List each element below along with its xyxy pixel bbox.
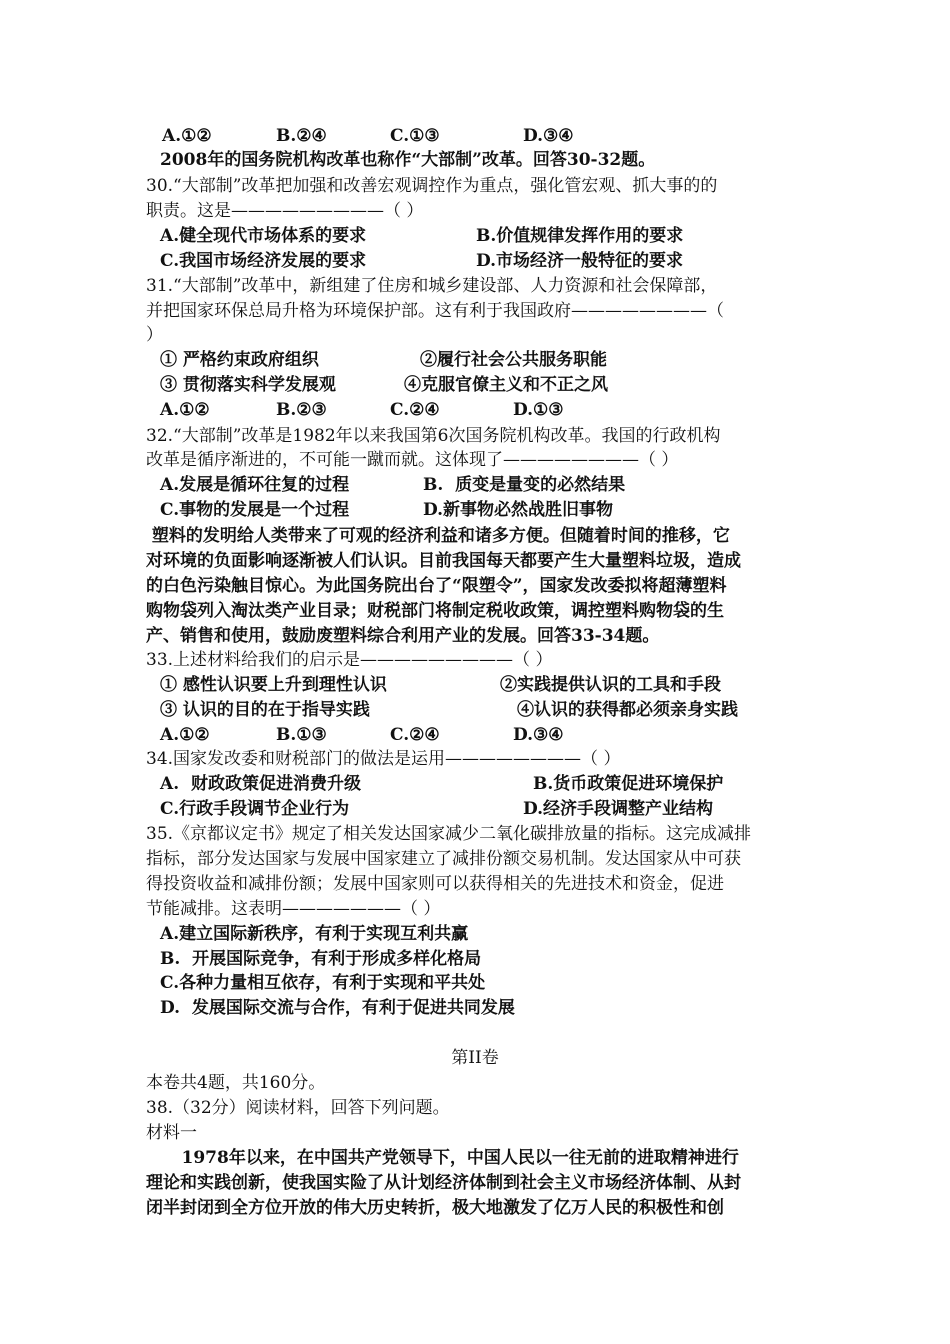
q34-option-c: C.行政手段调节企业行为 — [160, 799, 350, 819]
q33-item-1: ① 感性认识要上升到理性认识 — [160, 675, 387, 695]
q34-option-d: D.经济手段调整产业结构 — [523, 799, 714, 819]
q35-option-d: D. 发展国际交流与合作，有利于促进共同发展 — [160, 998, 515, 1018]
q33-option-d: D.③④ — [513, 725, 564, 745]
q35-stem-line3: 得投资收益和减排份额；发展中国家则可以获得相关的先进技术和资金，促进 — [146, 874, 724, 894]
q32-option-d: D.新事物必然战胜旧事物 — [423, 500, 614, 520]
q35-option-c: C.各种力量相互依存，有利于实现和平共处 — [160, 973, 486, 993]
part2-description: 本卷共4题，共160分。 — [146, 1073, 326, 1093]
q31-stem-line2: 并把国家环保总局升格为环境保护部。这有利于我国政府————————（ — [146, 301, 724, 321]
q29-option-b: B.②④ — [276, 126, 327, 146]
q35-stem-line4: 节能减排。这表明———————（ ） — [146, 899, 441, 919]
material-33-34-line1: 塑料的发明给人类带来了可观的经济利益和诸多方便。但随着时间的推移，它 — [146, 526, 730, 546]
q30-option-d: D.市场经济一般特征的要求 — [476, 251, 684, 271]
q29-option-a: A.①② — [162, 126, 212, 146]
q35-stem-line1: 35.《京都议定书》规定了相关发达国家减少二氧化碳排放量的指标。这完成减排 — [146, 824, 752, 844]
q30-stem-line2: 职责。这是—————————（ ） — [146, 201, 424, 221]
q32-option-c: C.事物的发展是一个过程 — [160, 500, 350, 520]
q31-item-1: ① 严格约束政府组织 — [160, 350, 319, 370]
q29-option-d: D.③④ — [523, 126, 574, 146]
q38-stem: 38.（32分）阅读材料，回答下列问题。 — [146, 1098, 450, 1118]
q30-option-b: B.价值规律发挥作用的要求 — [476, 226, 684, 246]
q31-item-3: ③ 贯彻落实科学发展观 — [160, 375, 336, 395]
material-33-34-line5: 产、销售和使用，鼓励废塑料综合利用产业的发展。回答33-34题。 — [146, 626, 660, 646]
q35-option-b: B. 开展国际竞争，有利于形成多样化格局 — [160, 949, 482, 969]
material-1-line1: 1978年以来，在中国共产党领导下，中国人民以一往无前的进取精神进行 — [146, 1148, 739, 1168]
q29-option-c: C.①③ — [390, 126, 440, 146]
q31-item-2: ②履行社会公共服务职能 — [420, 350, 607, 370]
q32-stem-line2: 改革是循序渐进的，不可能一蹴而就。这体现了————————（ ） — [146, 450, 679, 470]
part2-title: 第II卷 — [451, 1048, 499, 1068]
q31-stem-line3: ） — [146, 325, 163, 345]
material-33-34-line4: 购物袋列入淘汰类产业目录；财税部门将制定税收政策，调控塑料购物袋的生 — [146, 601, 724, 621]
material-33-34-line2: 对环境的负面影响逐渐被人们认识。目前我国每天都要产生大量塑料垃圾，造成 — [146, 551, 741, 571]
q31-option-a: A.①② — [160, 400, 210, 420]
q35-stem-line2: 指标，部分发达国家与发展中国家建立了减排份额交易机制。发达国家从中可获 — [146, 849, 741, 869]
q33-option-c: C.②④ — [390, 725, 440, 745]
material-1-line3: 闭半封闭到全方位开放的伟大历史转折，极大地激发了亿万人民的积极性和创 — [146, 1198, 724, 1218]
q34-stem: 34.国家发改委和财税部门的做法是运用————————（ ） — [146, 749, 621, 769]
material-1-line2: 理论和实践创新，使我国实险了从计划经济体制到社会主义市场经济体制、从封 — [146, 1173, 741, 1193]
q34-option-b: B.货币政策促进环境保护 — [533, 774, 724, 794]
q31-item-4: ④克服官僚主义和不正之风 — [404, 375, 608, 395]
material-33-34-line3: 的白色污染触目惊心。为此国务院出台了“限塑令”，国家发改委拟将超薄塑料 — [146, 576, 727, 596]
q32-option-a: A.发展是循环往复的过程 — [160, 475, 350, 495]
q31-stem-line1: 31.“大部制”改革中，新组建了住房和城乡建设部、人力资源和社会保障部， — [146, 276, 718, 296]
q30-option-a: A.健全现代市场体系的要求 — [160, 226, 367, 246]
q33-option-a: A.①② — [160, 725, 210, 745]
q33-option-b: B.①③ — [276, 725, 327, 745]
q30-stem-line1: 30.“大部制”改革把加强和改善宏观调控作为重点，强化管宏观、抓大事的的 — [146, 176, 718, 196]
q31-option-b: B.②③ — [276, 400, 327, 420]
q31-option-d: D.①③ — [513, 400, 564, 420]
intro-30-32: 2008年的国务院机构改革也称作“大部制”改革。回答30-32题。 — [160, 150, 656, 170]
q32-stem-line1: 32.“大部制”改革是1982年以来我国第6次国务院机构改革。我国的行政机构 — [146, 426, 721, 446]
q30-option-c: C.我国市场经济发展的要求 — [160, 251, 367, 271]
q33-item-2: ②实践提供认识的工具和手段 — [500, 675, 721, 695]
material-1-label: 材料一 — [146, 1123, 197, 1143]
q34-option-a: A. 财政政策促进消费升级 — [160, 774, 361, 794]
q35-option-a: A.建立国际新秩序，有利于实现互利共赢 — [160, 924, 469, 944]
q33-stem: 33.上述材料给我们的启示是—————————（ ） — [146, 650, 553, 670]
q33-item-4: ④认识的获得都必须亲身实践 — [517, 700, 738, 720]
q33-item-3: ③ 认识的目的在于指导实践 — [160, 700, 370, 720]
q32-option-b: B. 质变是量变的必然结果 — [423, 475, 626, 495]
q31-option-c: C.②④ — [390, 400, 440, 420]
